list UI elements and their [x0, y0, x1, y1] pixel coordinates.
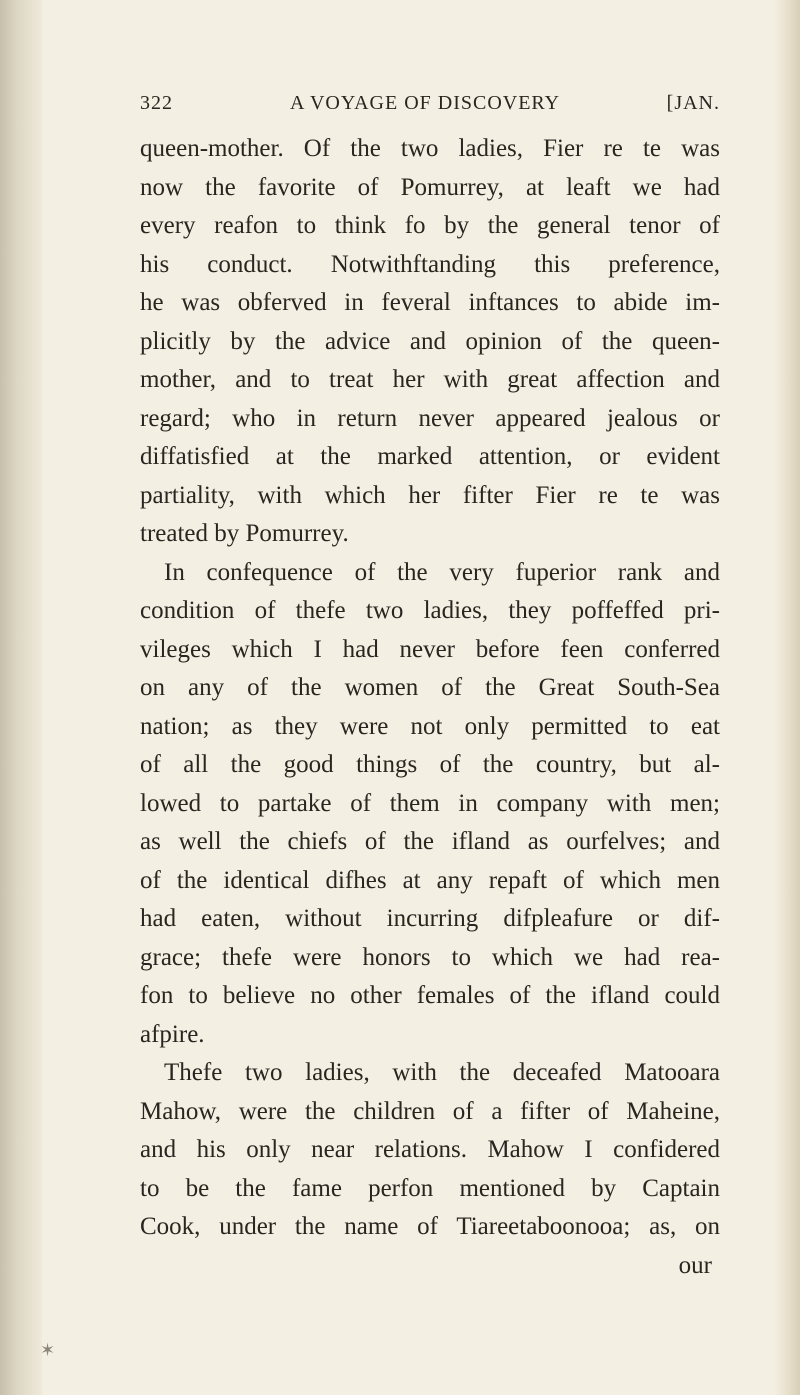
ink-smudge-icon: ✶ — [40, 1340, 56, 1361]
text-line: fon to believe no other females of the ifland could — [140, 982, 720, 1009]
text-line: treated by Pomurrey. — [140, 520, 349, 547]
text-line: Cook, under the name of Tiareetaboonooa; as, on — [140, 1213, 720, 1240]
catchword: our — [678, 1251, 712, 1279]
text-line: partiality, with which her fifter Fier re te was — [140, 481, 720, 509]
text-line: his conduct. Notwithftanding this preference, — [140, 250, 720, 278]
text-line: on any of the women of the Great South-Sea — [140, 674, 720, 701]
text-line: afpire. — [140, 1020, 205, 1048]
text-line: condition of thefe two ladies, they poffeffed pri- — [140, 597, 720, 624]
text-line: regard; who in return never appeared jealous or — [140, 404, 720, 432]
text-line: lowed to partake of them in company with men; — [140, 789, 720, 817]
text-line: now the favorite of Pomurrey, at leaft we had — [140, 173, 720, 201]
text-line: he was obferved in feveral inftances to abide im- — [140, 289, 720, 316]
text-line: diffatisfied at the marked attention, or evident — [140, 443, 720, 470]
text-line: of the identical difhes at any repaft of which men — [140, 866, 720, 894]
body-text — [140, 130, 720, 1285]
text-line: queen-mother. Of the two ladies, Fier re te was — [140, 135, 720, 162]
text-line: nation; as they were not only permitted to eat — [140, 712, 720, 740]
text-line: had eaten, without incurring difpleafure or dif- — [140, 905, 720, 932]
text-line: of all the good things of the country, but al- — [140, 751, 720, 778]
text-line: vileges which I had never before feen conferred — [140, 635, 720, 663]
text-line: Mahow, were the children of a fifter of Maheine, — [140, 1097, 720, 1125]
text-line: to be the fame perfon mentioned by Captain — [140, 1174, 720, 1202]
text-line: and his only near relations. Mahow I confidered — [140, 1136, 720, 1163]
running-month: [JAN. — [666, 92, 720, 114]
page-number: 322 — [140, 92, 173, 114]
text-line: grace; thefe were honors to which we had rea- — [140, 943, 720, 971]
running-title: A VOYAGE OF DISCOVERY — [290, 92, 561, 114]
page-edge-left — [0, 0, 42, 1395]
text-line: every reafon to think fo by the general tenor of — [140, 212, 720, 239]
running-head — [140, 86, 720, 120]
text-line: plicitly by the advice and opinion of the queen- — [140, 327, 720, 355]
text-line: In confequence of the very fuperior rank and — [164, 558, 720, 586]
page-edge-right — [774, 0, 800, 1395]
text-line: Thefe two ladies, with the deceafed Matooara — [164, 1059, 720, 1086]
text-line: mother, and to treat her with great affection and — [140, 366, 720, 393]
text-line: as well the chiefs of the ifland as ourfelves; and — [140, 828, 720, 855]
